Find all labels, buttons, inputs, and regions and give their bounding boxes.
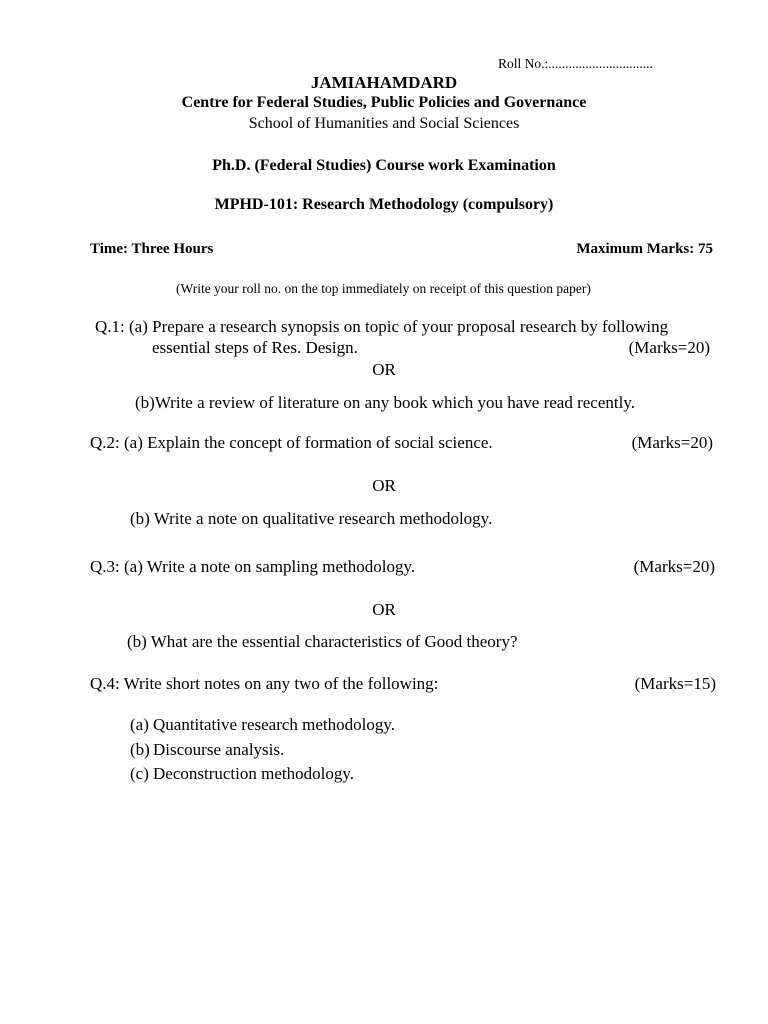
- university-name: JAMIAHAMDARD: [310, 73, 458, 92]
- q4-marks: (Marks=15): [634, 674, 716, 693]
- q4-item-c-label: (c): [130, 764, 149, 783]
- q2-or: OR: [372, 476, 396, 495]
- q4-item-b-text: Discourse analysis.: [153, 740, 285, 759]
- q1-marks: (Marks=20): [628, 338, 710, 357]
- exam-title: Ph.D. (Federal Studies) Course work Examination: [212, 157, 556, 174]
- q4-text: Q.4: Write short notes on any two of the following:: [90, 674, 439, 693]
- q2-part-a: Q.2: (a) Explain the concept of formation of social science.: [90, 433, 493, 452]
- roll-no-field: Roll No.:...............................: [498, 56, 653, 71]
- q2-part-b: (b) Write a note on qualitative research methodology.: [130, 509, 493, 528]
- time-allowed: Time: Three Hours: [90, 241, 214, 257]
- q4-item-b-label: (b): [130, 740, 150, 759]
- q1-or: OR: [372, 360, 396, 379]
- q3-marks: (Marks=20): [633, 557, 715, 576]
- q1-part-a-line1: Q.1: (a) Prepare a research synopsis on topic of your proposal research by following: [95, 317, 669, 336]
- q3-or: OR: [372, 600, 396, 619]
- school-name: School of Humanities and Social Sciences: [248, 115, 520, 132]
- q1-part-b: (b)Write a review of literature on any book which you have read recently.: [135, 393, 635, 412]
- q4-item-c-text: Deconstruction methodology.: [153, 764, 354, 783]
- q4-item-a-label: (a): [130, 715, 149, 734]
- instruction-text: (Write your roll no. on the top immediately on receipt of this question paper): [176, 281, 591, 296]
- q2-marks: (Marks=20): [631, 433, 713, 452]
- q3-part-a: Q.3: (a) Write a note on sampling methodology.: [90, 557, 416, 576]
- paper-title: MPHD-101: Research Methodology (compulsory): [214, 196, 554, 213]
- q1-part-a-line2: essential steps of Res. Design.: [152, 338, 358, 357]
- q4-item-a-text: Quantitative research methodology.: [153, 715, 396, 734]
- q3-part-b: (b) What are the essential characteristics of Good theory?: [127, 632, 518, 651]
- maximum-marks: Maximum Marks: 75: [576, 241, 713, 257]
- centre-name: Centre for Federal Studies, Public Policies and Governance: [181, 94, 587, 111]
